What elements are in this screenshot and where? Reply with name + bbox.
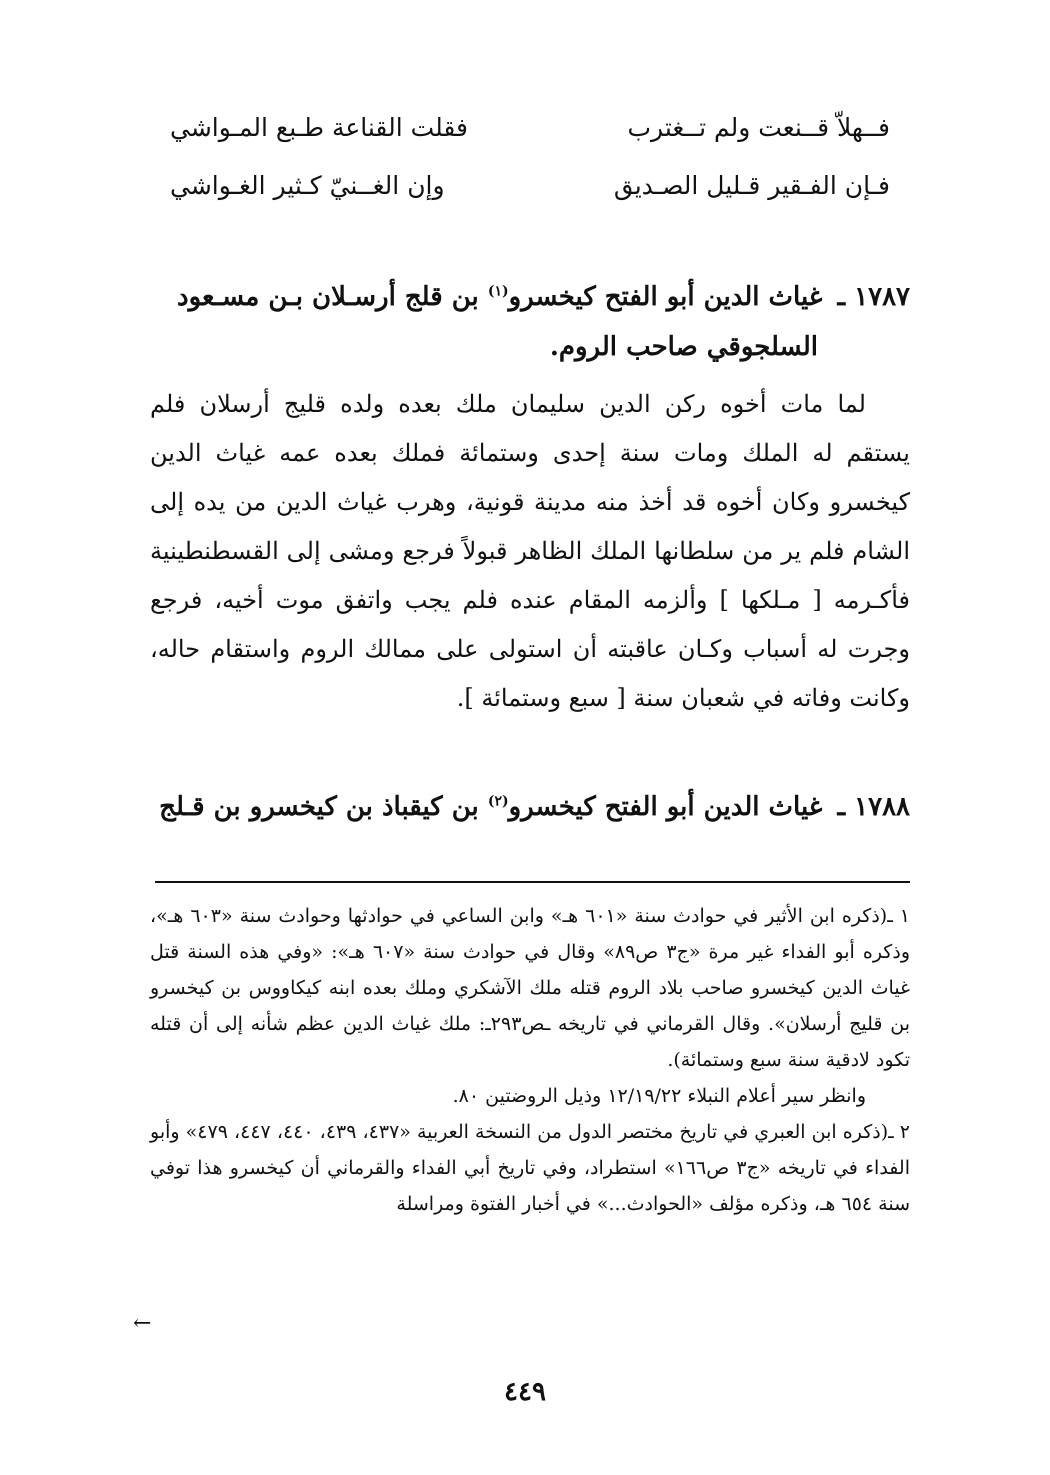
poem-hemistich: فـإن الفـقير قـليل الصـديق [613,171,890,200]
entry-title-second-line: السلجوقي صاحب الروم. [549,332,818,362]
entry-title: غياث الدين أبو الفتح كيخسرو [508,282,823,312]
continuation-arrow-icon: ← [133,1311,152,1336]
footnote-reference[interactable]: (١) [487,283,509,300]
entry-heading [150,782,910,832]
poem-hemistich: فقلت القناعة طـبع المـواشي [170,113,469,142]
entry-title-continued: بن قلج أرسـلان بـن مسـعود [176,282,479,312]
entry-heading [150,272,910,372]
entry-title: غياث الدين أبو الفتح كيخسرو [508,792,823,822]
footnote-1-reference: وانظر سير أعلام النبلاء ١٢/١٩/٢٢ وذيل الروضتين ٨٠. [452,1085,866,1107]
footnote-2: ٢ ـ(ذكره ابن العبري في تاريخ مختصر الدول من النسخة العربية «٤٣٧، ٤٣٩، ٤٤٠، ٤٤٧، ٤٧٩» وأبو الفداء في تاريخه «ج٣ ص١٦٦» استطراد، وفي تاريخ أبي الفداء والقرماني أن كيخسرو هذا توفي سنة ٦٥٤ هـ، وذكره مؤلف «الحوادث...» في أخبار الفتوة ومراسلة [150,1121,910,1215]
entry-body-text: لما مات أخوه ركن الدين سليمان ملك بعده ولده قليج أرسلان فلم يستقم له الملك ومات سنة إحدى وستمائة فملك بعده عمه غياث الدين كيخسرو وكان أخوه قد أخذ منه مدينة قونية، وهرب غياث الدين من يده إلى الشام فلم ير من سلطانها الملك الظاهر قبولاً فرجع ومشى إلى القسطنطينية فأكـرمه [ مـلكها ] وألزمه المقام عنده فلم يجب واتفق موت أخيه، فرجع وجرت له أسباب وكـان عاقبته أن استولى على ممالك الروم واستقام حاله، وكانت وفاته في شعبان سنة [ سبع وستمائة ]. [150,390,910,712]
footnote-divider [155,881,910,883]
entry-body [150,380,910,723]
footnote-1: ١ ـ(ذكره ابن الأثير في حوادث سنة «٦٠١ هـ» وابن الساعي في حوادثها وحوادث سنة «٦٠٣ هـ»، وذكره أبو الفداء غير مرة «ج٣ ص٨٩» وقال في حوادث سنة «٦٠٧ هـ»: «وفي هذه السنة قتل غياث الدين كيخسرو صاحب بلاد الروم قتله ملك الآشكري وملك بعده ابنه كيكاووس بن كيخسرو بن قليج أرسلان». وقال القرماني في تاريخه ـص٢٩٣ـ: ملك غياث الدين عظم شأنه إلى أن قتله تكود لادقية سنة سبع وستمائة). [150,905,910,1071]
footnotes-section [150,898,910,1222]
poem-verse [170,108,890,148]
poem-hemistich: وإن الغــنيّ كـثير الغـواشي [170,171,445,200]
entry-number: ١٧٨٧ ـ [837,282,910,312]
footnote-reference[interactable]: (٢) [487,793,509,810]
page-number: ٤٤٩ [504,1377,546,1407]
poem-hemistich: فــهلاّ قــنعت ولم تــغترب [627,113,890,142]
entry-number: ١٧٨٨ ـ [837,792,910,822]
poem-verse [170,166,890,206]
entry-title-continued: بن كيقباذ بن كيخسرو بن قـلج [159,792,479,822]
